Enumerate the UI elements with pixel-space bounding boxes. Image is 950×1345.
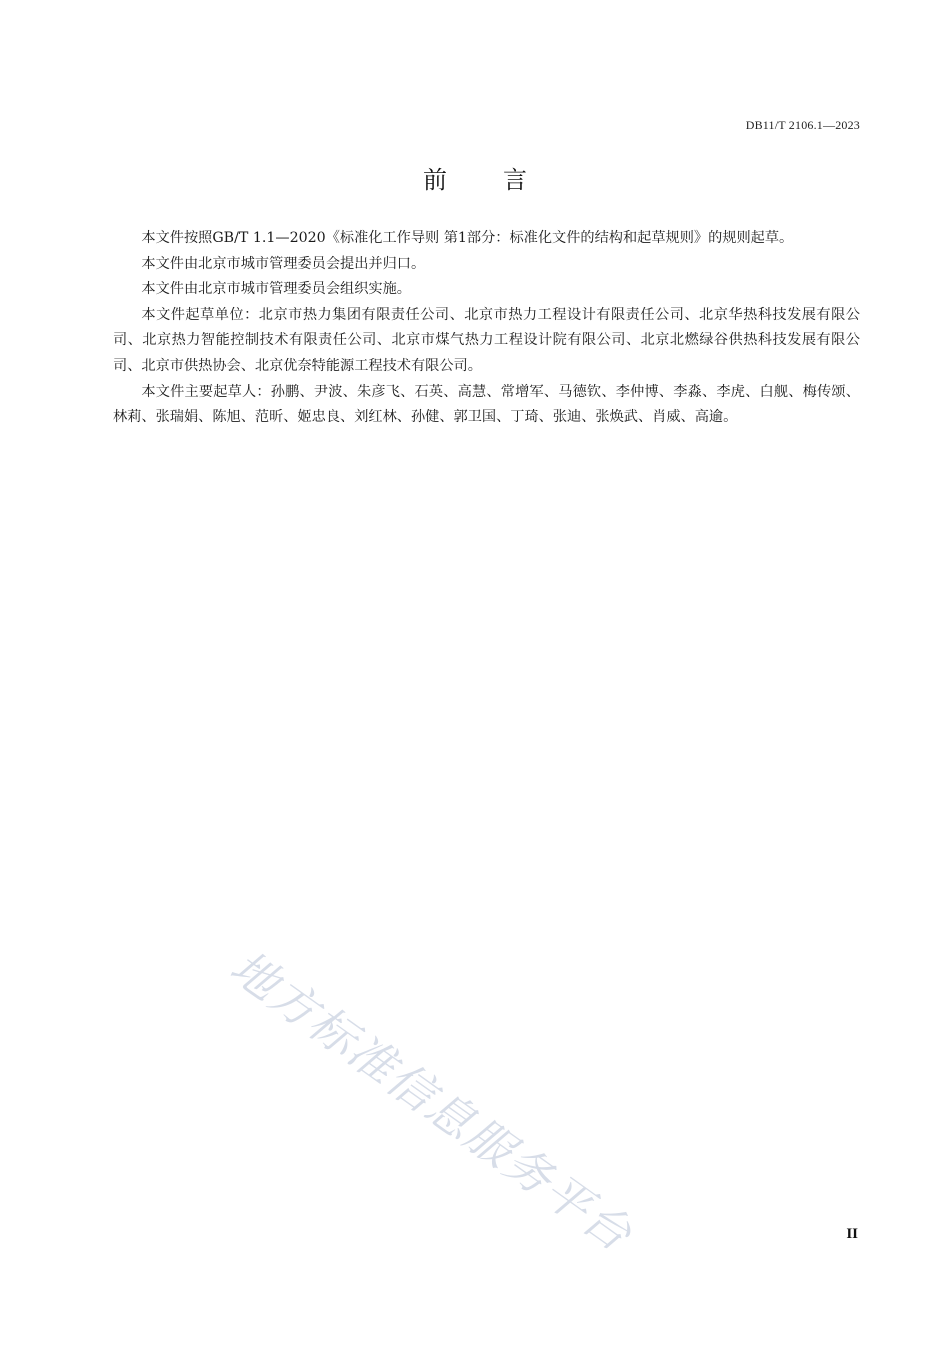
paragraph-drafting-rules: 本文件按照GB/T 1.1—2020《标准化工作导则 第1部分：标准化文件的结构和起草规则》的规则起草。 — [141, 230, 794, 246]
page-number: II — [846, 1226, 858, 1242]
foreword-body — [113, 226, 860, 431]
paragraph-implemented-by: 本文件由北京市城市管理委员会组织实施。 — [141, 281, 411, 298]
watermark-text: 地方标准信息服务平台 — [220, 939, 643, 1263]
page-title: 前言 — [423, 166, 583, 194]
paragraph-proposed-by: 本文件由北京市城市管理委员会提出并归口。 — [141, 255, 426, 272]
paragraph-drafting-units: 本文件起草单位：北京市热力集团有限责任公司、北京市热力工程设计有限责任公司、北京华热科技发展有限公司、北京热力智能控制技术有限责任公司、北京市煤气热力工程设计院有限公司、北京北燃绿谷供热科技发展有限公司、北京市供热协会、北京优奈特能源工程技术有限公司。 — [113, 306, 860, 374]
paragraph-main-drafters: 本文件主要起草人：孙鹏、尹波、朱彦飞、石英、高慧、常增军、马德钦、李仲博、李淼、李虎、白舰、梅传颂、林莉、张瑞娟、陈旭、范昕、姬忠良、刘红林、孙健、郭卫国、丁琦、张迪、张焕武、肖威、高逾。 — [113, 383, 860, 426]
document-code: DB11/T 2106.1—2023 — [745, 118, 860, 132]
